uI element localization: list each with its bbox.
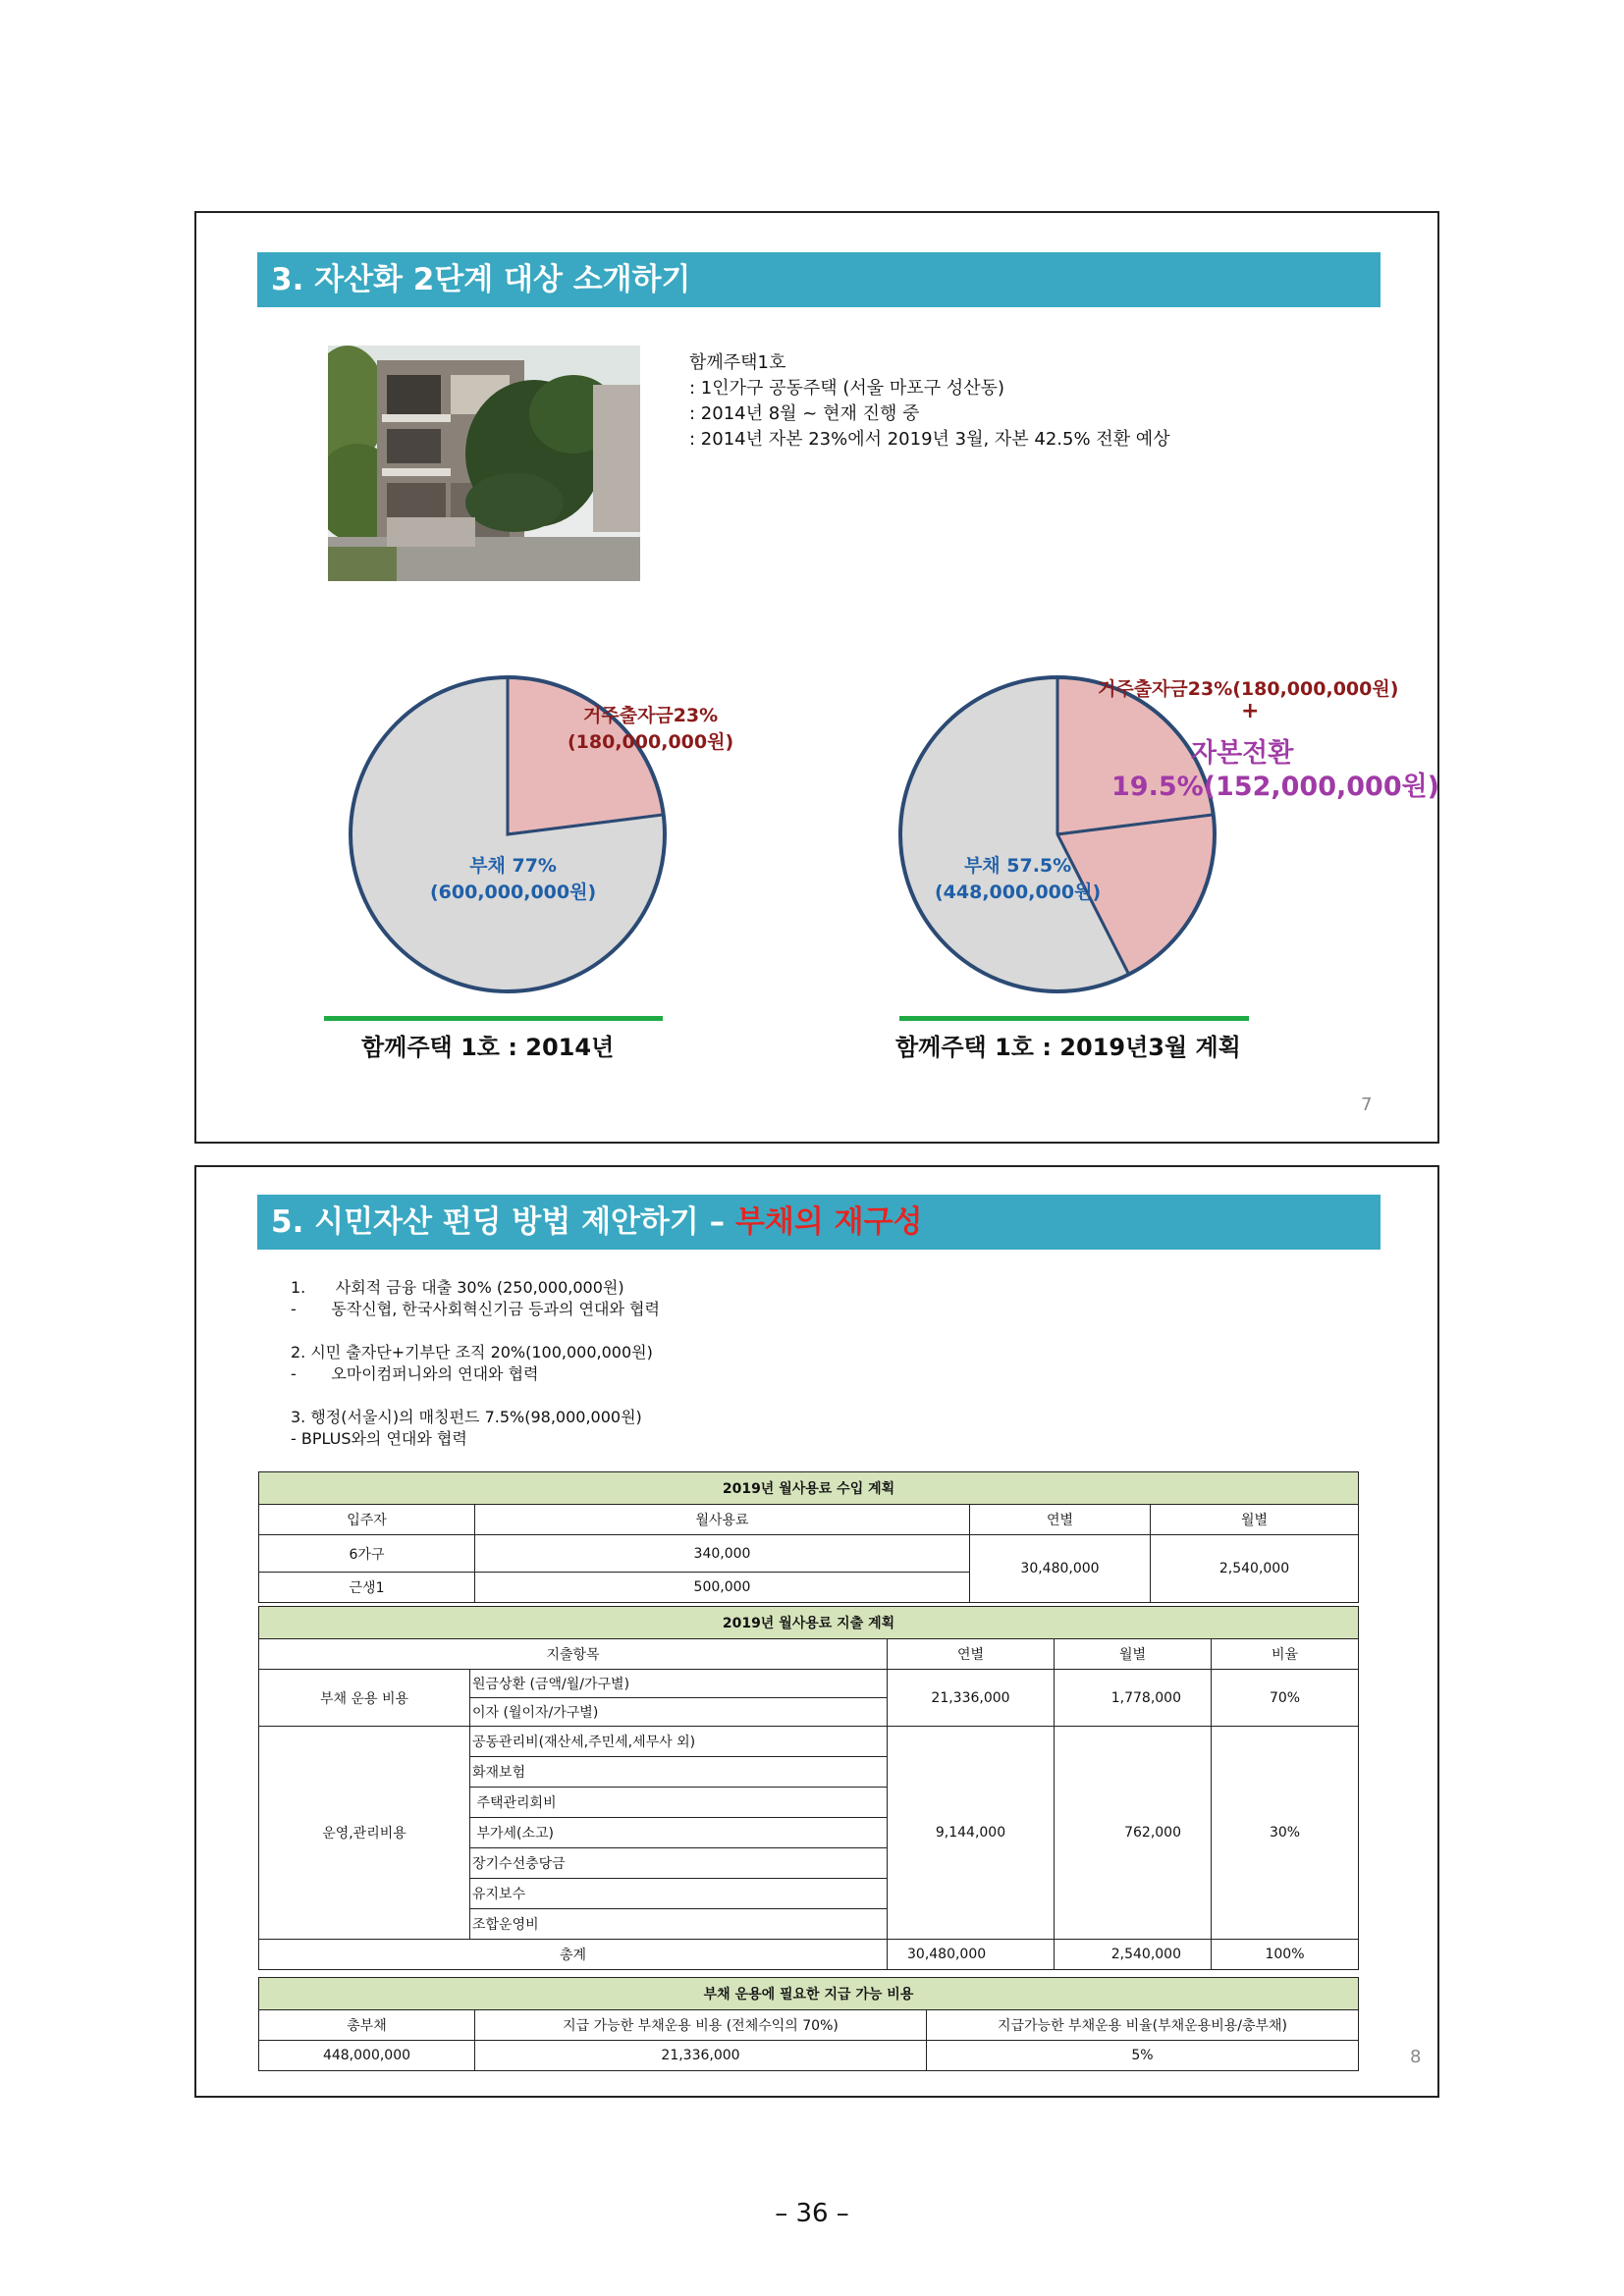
table-cell: 원금상환 (금액/월/가구별) xyxy=(470,1670,888,1698)
table-header: 월사용료 xyxy=(475,1505,970,1535)
info-line: : 2014년 자본 23%에서 2019년 3월, 자본 42.5% 전환 예상 xyxy=(689,429,1170,450)
table-header: 지출항목 xyxy=(259,1639,888,1670)
pie2-debt-label: 부채 57.5% (448,000,000원) xyxy=(935,855,1102,903)
table-cell: 2,540,000 xyxy=(1151,1535,1359,1603)
table-cell: 5% xyxy=(927,2041,1359,2071)
list-item: 1. 사회적 금융 대출 30% (250,000,000원) xyxy=(291,1278,624,1297)
slide-title: 5. 시민자산 펀딩 방법 제안하기 – 부채의 재구성 xyxy=(257,1195,1380,1250)
table-cell: 부채 운용 비용 xyxy=(259,1670,470,1727)
expense-plan-table xyxy=(258,1606,1359,1970)
table-cell: 이자 (월이자/가구별) xyxy=(470,1698,888,1727)
table-title: 2019년 월사용료 지출 계획 xyxy=(259,1607,1359,1639)
table-cell: 2,540,000 xyxy=(1055,1940,1212,1970)
pie2-conversion-value: 19.5%(152,000,000원) xyxy=(1111,772,1440,802)
table-cell: 30,480,000 xyxy=(970,1535,1151,1603)
funding-list xyxy=(291,1277,660,1450)
table-cell: 화재보험 xyxy=(470,1757,888,1788)
table-cell: 주택관리회비 xyxy=(470,1788,888,1818)
building-photo xyxy=(328,346,640,581)
table-cell: 6가구 xyxy=(259,1535,475,1573)
table-cell: 30% xyxy=(1212,1727,1359,1940)
info-line: : 1인가구 공동주택 (서울 마포구 성산동) xyxy=(689,378,1004,399)
slide-page-number: 7 xyxy=(1361,1095,1373,1115)
table-cell: 부가세(소고) xyxy=(470,1818,888,1848)
slide-page-number: 8 xyxy=(1410,2047,1422,2067)
pie1-debt-label: 부채 77% (600,000,000원) xyxy=(430,855,597,903)
pie2-caption: 함께주택 1호 : 2019년3월 계획 xyxy=(895,1034,1241,1061)
slide-title: 3. 자산화 2단계 대상 소개하기 xyxy=(257,252,1380,307)
pie-slice xyxy=(1057,677,1214,834)
pie2-conversion-label: 자본전환 xyxy=(1191,738,1294,769)
info-line: 함께주택1호 xyxy=(689,352,786,373)
pie-chart-2019-plan xyxy=(895,672,1219,996)
table-header: 월별 xyxy=(1151,1505,1359,1535)
caption-underline xyxy=(324,1016,663,1021)
table-header: 총부채 xyxy=(259,2010,475,2041)
table-cell: 1,778,000 xyxy=(1055,1670,1212,1727)
table-cell: 근생1 xyxy=(259,1573,475,1603)
table-cell: 공동관리비(재산세,주민세,세무사 외) xyxy=(470,1727,888,1757)
slide-asset-stage2 xyxy=(194,211,1439,1144)
table-cell: 조합운영비 xyxy=(470,1909,888,1940)
payable-cost-table xyxy=(258,1977,1359,2071)
pie1-caption: 함께주택 1호 : 2014년 xyxy=(361,1034,615,1061)
list-item: - BPLUS와의 연대와 협력 xyxy=(291,1429,467,1448)
table-cell: 448,000,000 xyxy=(259,2041,475,2071)
pie1-equity-label: 거주출자금23% (180,000,000원) xyxy=(568,705,734,753)
list-item: 2. 시민 출자단+기부단 조직 20%(100,000,000원) xyxy=(291,1343,653,1362)
table-cell: 9,144,000 xyxy=(888,1727,1055,1940)
table-header: 비율 xyxy=(1212,1639,1359,1670)
info-line: : 2014년 8월 ~ 현재 진행 중 xyxy=(689,403,920,424)
table-cell: 운영,관리비용 xyxy=(259,1727,470,1940)
table-header: 입주자 xyxy=(259,1505,475,1535)
table-cell: 장기수선충당금 xyxy=(470,1848,888,1879)
pie2-plus-label: + xyxy=(1241,699,1260,723)
table-header: 지급 가능한 부채운용 비용 (전체수익의 70%) xyxy=(475,2010,927,2041)
table-cell: 유지보수 xyxy=(470,1879,888,1909)
pie2-equity-label: 거주출자금23%(180,000,000원) xyxy=(1098,678,1399,700)
table-cell: 총계 xyxy=(259,1940,888,1970)
table-header: 연별 xyxy=(970,1505,1151,1535)
table-cell: 70% xyxy=(1212,1670,1359,1727)
caption-underline xyxy=(899,1016,1249,1021)
table-cell: 100% xyxy=(1212,1940,1359,1970)
list-item: - 동작신협, 한국사회혁신기금 등과의 연대와 협력 xyxy=(291,1300,660,1318)
table-cell: 21,336,000 xyxy=(475,2041,927,2071)
table-cell: 500,000 xyxy=(475,1573,970,1603)
table-cell: 340,000 xyxy=(475,1535,970,1573)
house-info xyxy=(689,350,1170,453)
slide-funding-proposal xyxy=(194,1165,1439,2098)
table-cell: 21,336,000 xyxy=(888,1670,1055,1727)
list-item: 3. 행정(서울시)의 매칭펀드 7.5%(98,000,000원) xyxy=(291,1408,642,1426)
income-plan-table xyxy=(258,1471,1359,1603)
table-cell: 762,000 xyxy=(1055,1727,1212,1940)
table-title: 부채 운용에 필요한 지급 가능 비용 xyxy=(259,1978,1359,2010)
table-title: 2019년 월사용료 수입 계획 xyxy=(259,1472,1359,1505)
list-item: - 오마이컴퍼니와의 연대와 협력 xyxy=(291,1364,539,1383)
table-header: 연별 xyxy=(888,1639,1055,1670)
table-cell: 30,480,000 xyxy=(888,1940,1055,1970)
document-page-number: – 36 – xyxy=(775,2199,849,2228)
table-header: 월별 xyxy=(1055,1639,1212,1670)
table-header: 지급가능한 부채운용 비율(부채운용비용/총부채) xyxy=(927,2010,1359,2041)
